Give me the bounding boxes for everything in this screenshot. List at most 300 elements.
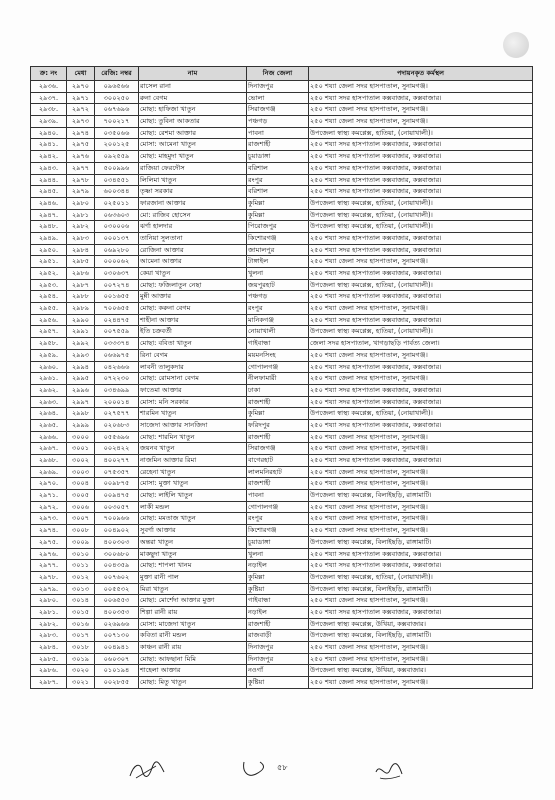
cell-reg-no: ০০৩০৫৭ [95, 501, 139, 513]
cell-workplace: উপজেলা স্বাস্থ্য কমপ্লেক্স, বিলাইছড়ি, রাঙ্গামাটি। [309, 630, 533, 642]
cell-name: শাহীনা আক্তার [139, 314, 247, 326]
cell-serial: ২৯৩৯. [31, 116, 67, 128]
cell-reg-no: ০০৭২৭৪ [95, 279, 139, 291]
cell-merit: ২৯৭৩ [67, 116, 95, 128]
cell-home-district: নওগাঁ [247, 665, 309, 677]
cell-home-district: ঢাকা [247, 384, 309, 396]
signature-middle [238, 756, 272, 782]
cell-reg-no: ৪০০৩০৩ [95, 536, 139, 548]
cell-serial: ২৯৮৪. [31, 642, 67, 654]
table-row [31, 326, 533, 338]
cell-merit: ৩০২১ [67, 677, 95, 689]
cell-reg-no: ৪০০৩৫৩ [95, 606, 139, 618]
cell-name: অন্তরা খাতুন [139, 536, 247, 548]
cell-workplace: ২৫০ শয্যা সদর হাসপাতাল কক্সবাজার, কক্সবাজার। [309, 384, 533, 396]
cell-serial: ২৯৮৬. [31, 665, 67, 677]
col-header-home-district: নিজ জেলা [247, 67, 309, 81]
cell-merit: ২৯৮৬ [67, 268, 95, 280]
cell-home-district: রাজবাড়ী [247, 630, 309, 642]
cell-merit: ৩০১৯ [67, 653, 95, 665]
table-row [31, 501, 533, 513]
cell-reg-no: ০০২৮৫৫ [95, 677, 139, 689]
cell-reg-no: ০২৭৫৭৭ [95, 408, 139, 420]
cell-workplace: উপজেলা স্বাস্থ্য কমপ্লেক্স, হাতিয়া, (নোয়াখালী)। [309, 221, 533, 233]
posting-table [30, 66, 533, 689]
cell-reg-no: ০০৭৬০২ [95, 571, 139, 583]
cell-merit: ২৯৮৭ [67, 279, 95, 291]
cell-reg-no: ০৯২৫৫৯ [95, 151, 139, 163]
cell-merit: ৩০১৩ [67, 583, 95, 595]
cell-name: মোছা: করুনা বেগম [139, 303, 247, 315]
table-row [31, 197, 533, 209]
cell-home-district: নোয়াখালী [247, 326, 309, 338]
cell-home-district: পিরোজপুর [247, 221, 309, 233]
cell-home-district: নড়াইল [247, 606, 309, 618]
cell-workplace: উপজেলা স্বাস্থ্য কমপ্লেক্স, উখিয়া, কক্সবাজার। [309, 618, 533, 630]
cell-name: মোছা: তুবিনা আকতার [139, 116, 247, 128]
cell-serial: ২৯৬৫. [31, 419, 67, 431]
cell-merit: ৩০০৭ [67, 513, 95, 525]
cell-serial: ২৯৪১. [31, 139, 67, 151]
table-row [31, 525, 533, 537]
cell-workplace: ২৫০ শয্যা জেলা সদর হাসপাতাল, সুনামগঞ্জ। [309, 513, 533, 525]
cell-workplace: ২৫০ শয্যা সদর হাসপাতাল কক্সবাজার, কক্সবাজার। [309, 419, 533, 431]
cell-home-district: খুলনা [247, 548, 309, 560]
cell-workplace: ২৫০ শয্যা জেলা সদর হাসপাতাল, সুনামগঞ্জ। [309, 443, 533, 455]
cell-reg-no: ০০৪৩৫৯ [95, 560, 139, 572]
cell-name: আমেনা আক্তার [139, 256, 247, 268]
cell-merit: ২৯৯৫ [67, 373, 95, 385]
cell-workplace: উপজেলা স্বাস্থ্য কমপ্লেক্স, হাতিয়া, (নোয়াখালী)। [309, 127, 533, 139]
cell-home-district: জামালপুর [247, 244, 309, 256]
cell-workplace: ২৫০ শয্যা সদর হাসপাতাল কক্সবাজার, কক্সবাজার। [309, 232, 533, 244]
cell-home-district: ভোলা [247, 92, 309, 104]
table-row [31, 209, 533, 221]
col-header-merit: মেধা [67, 67, 95, 81]
cell-merit: ৩০১৬ [67, 618, 95, 630]
cell-home-district: রংপুর [247, 303, 309, 315]
cell-workplace: ২৫০ শয্যা জেলা সদর হাসপাতাল, সুনামগঞ্জ। [309, 116, 533, 128]
cell-serial: ২৯৭৪. [31, 525, 67, 537]
cell-reg-no: ০৩০৬৩৭ [95, 268, 139, 280]
cell-reg-no: ২০০০১৪ [95, 396, 139, 408]
cell-reg-no: ০৪২৬৬৬ [95, 361, 139, 373]
cell-merit: ২৯৭৬ [67, 151, 95, 163]
cell-merit: ২৯৯৭ [67, 396, 95, 408]
cell-reg-no: ০০৯৪৭৫ [95, 490, 139, 502]
cell-name: মোছা: ববিতা খাতুন [139, 338, 247, 350]
cell-serial: ২৯৪৮. [31, 221, 67, 233]
cell-home-district: রাজশাহী [247, 139, 309, 151]
cell-name: রুনা বেগম [139, 92, 247, 104]
cell-serial: ২৯৫৫. [31, 303, 67, 315]
signature-left [126, 758, 168, 784]
cell-home-district: জয়পুরহাট [247, 279, 309, 291]
cell-home-district: কুষ্টিয়া [247, 583, 309, 595]
cell-serial: ২৯৭৮. [31, 571, 67, 583]
cell-workplace: ২৫০ শয্যা সদর হাসপাতাল কক্সবাজার, কক্সবাজার। [309, 455, 533, 467]
cell-merit: ২৯৯২ [67, 338, 95, 350]
cell-name: জয়নব খাতুন [139, 443, 247, 455]
cell-serial: ২৯৬৮. [31, 455, 67, 467]
cell-serial: ২৯৭৯. [31, 583, 67, 595]
cell-merit: ২৯৭৭ [67, 162, 95, 174]
cell-workplace: ২৫০ শয্যা জেলা সদর হাসপাতাল, সুনামগঞ্জ। [309, 653, 533, 665]
cell-merit: ৩০১০ [67, 548, 95, 560]
table-row [31, 303, 533, 315]
cell-reg-no: ০৬৭৬৯৬ [95, 104, 139, 116]
cell-workplace: ২৫০ শয্যা জেলা সদর হাসপাতাল, সুনামগঞ্জ। [309, 677, 533, 689]
cell-merit: ২৯৮৮ [67, 291, 95, 303]
signature-right [372, 758, 408, 784]
col-header-serial: ক্র: নং [31, 67, 67, 81]
cell-reg-no: ০০০১৩৭ [95, 232, 139, 244]
cell-workplace: উপজেলা স্বাস্থ্য কমপ্লেক্স, হাতিয়া, (নোয়াখালী)। [309, 197, 533, 209]
cell-workplace: ২৫০ শয্যা সদর হাসপাতাল কক্সবাজার, কক্সবাজার। [309, 396, 533, 408]
cell-serial: ২৯৪৫. [31, 186, 67, 198]
cell-reg-no: ০৩৪৫৫১ [95, 174, 139, 186]
cell-home-district: গাইবান্ধা [247, 595, 309, 607]
table-row [31, 443, 533, 455]
table-body [31, 81, 533, 689]
cell-reg-no: ০৭২২৩০ [95, 373, 139, 385]
cell-reg-no: ০৬৬৯৭৫ [95, 349, 139, 361]
cell-merit: ৩০০৬ [67, 501, 95, 513]
cell-name: শাহেলা আক্তার [139, 665, 247, 677]
cell-merit: ৩০০১ [67, 443, 95, 455]
cell-reg-no: ০৩৩৩৭৪ [95, 338, 139, 350]
cell-serial: ২৯৮৫. [31, 653, 67, 665]
table-row [31, 455, 533, 467]
cell-serial: ২৯৮৩. [31, 630, 67, 642]
cell-serial: ২৯৮২. [31, 618, 67, 630]
table-row [31, 618, 533, 630]
table-row [31, 513, 533, 525]
cell-workplace: ২৫০ শয্যা সদর হাসপাতাল কক্সবাজার, কক্সবাজার। [309, 244, 533, 256]
cell-workplace: উপজেলা স্বাস্থ্য কমপ্লেক্স, হাতিয়া, (নোয়াখালী)। [309, 279, 533, 291]
cell-name: মাকছুদা খাতুন [139, 548, 247, 560]
cell-reg-no: ০০৪৯৪১ [95, 642, 139, 654]
cell-workplace: ২৫০ শয্যা জেলা সদর হাসপাতাল, সুনামগঞ্জ। [309, 373, 533, 385]
cell-reg-no: ৫০০৯৯৬ [95, 162, 139, 174]
table-row [31, 384, 533, 396]
cell-name: মোছা: হাফিজা খাতুন [139, 104, 247, 116]
cell-workplace: ২৫০ শয্যা জেলা সদর হাসপাতাল, সুনামগঞ্জ। [309, 349, 533, 361]
col-header-reg-no: রেজি: নম্বর [95, 67, 139, 81]
cell-name: ফারজানা আক্তার [139, 197, 247, 209]
table-row [31, 653, 533, 665]
cell-name: সুবর্ণা আক্তার [139, 525, 247, 537]
cell-home-district: গাইবান্ধা [247, 338, 309, 350]
cell-merit: ২৯৭৪ [67, 127, 95, 139]
cell-workplace: ২৫০ শয্যা সদর হাসপাতাল কক্সবাজার, কক্সবাজার। [309, 151, 533, 163]
cell-home-district: বরিশাল [247, 186, 309, 198]
cell-name: লাকী মন্ডল [139, 501, 247, 513]
cell-serial: ২৯৪৩. [31, 162, 67, 174]
cell-home-district: রংপুর [247, 513, 309, 525]
cell-workplace: জেলা সদর হাসপাতাল, খাগড়াছড়ি পার্বত্য জেলা। [309, 338, 533, 350]
cell-merit: ৩০১২ [67, 571, 95, 583]
cell-workplace: ২৫০ শয্যা জেলা সদর হাসপাতাল, সুনামগঞ্জ। [309, 595, 533, 607]
cell-name: রাসেল রানা [139, 81, 247, 93]
cell-serial: ২৯৪৭. [31, 209, 67, 221]
table-row [31, 151, 533, 163]
table-row [31, 478, 533, 490]
cell-merit: ২৯৮৩ [67, 232, 95, 244]
cell-reg-no: ০৫৫৬৯৬ [95, 431, 139, 443]
cell-home-district: গোপালগঞ্জ [247, 501, 309, 513]
cell-name: মোছা: আফছানা মিমি [139, 653, 247, 665]
cell-serial: ২৯৪০. [31, 127, 67, 139]
cell-workplace: ২৫০ শয্যা সদর হাসপাতাল কক্সবাজার, কক্সবাজার। [309, 162, 533, 174]
table-row [31, 606, 533, 618]
cell-home-district: রাজশাহী [247, 431, 309, 443]
cell-serial: ২৯৫০. [31, 244, 67, 256]
cell-serial: ২৯৫৯. [31, 349, 67, 361]
cell-workplace: উপজেলা স্বাস্থ্য কমপ্লেক্স, বিলাইছড়ি, রাঙ্গামাটি। [309, 583, 533, 595]
cell-serial: ২৯৭৫. [31, 536, 67, 548]
cell-name: লাবনী তালুকদার [139, 361, 247, 373]
cell-workplace: ২৫০ শয্যা সদর হাসপাতাল কক্সবাজার, কক্সবাজার। [309, 291, 533, 303]
cell-reg-no: ০২০৬৮৩ [95, 419, 139, 431]
cell-workplace: ২৫০ শয্যা সদর হাসপাতাল কক্সবাজার, কক্সবাজার। [309, 92, 533, 104]
cell-workplace: ২৫০ শয্যা সদর হাসপাতাল কক্সবাজার, কক্সবাজার। [309, 186, 533, 198]
cell-name: মোছা: মাহমুদা খাতুন [139, 151, 247, 163]
cell-merit: ২৯৯১ [67, 326, 95, 338]
cell-workplace: ২৫০ শয্যা জেলা সদর হাসপাতাল, সুনামগঞ্জ। [309, 256, 533, 268]
cell-serial: ২৯৫৮. [31, 338, 67, 350]
table-row [31, 186, 533, 198]
cell-name: নাজমিন আক্তার রিমা [139, 455, 247, 467]
cell-home-district: দিনাজপুর [247, 81, 309, 93]
cell-merit: ২৯৯০ [67, 314, 95, 326]
cell-merit: ২৯৯৬ [67, 384, 95, 396]
table-row [31, 174, 533, 186]
cell-name: মোছা: মিতু খাতুন [139, 677, 247, 689]
cell-home-district: সিরাজগঞ্জ [247, 104, 309, 116]
cell-serial: ২৯৭১. [31, 490, 67, 502]
cell-reg-no: ৩০০৬৮০ [95, 548, 139, 560]
cell-name: মুন্নী আক্তার [139, 291, 247, 303]
cell-name: শারমিন খাতুন [139, 408, 247, 420]
table-row [31, 338, 533, 350]
cell-home-district: কিশোরগঞ্জ [247, 232, 309, 244]
cell-serial: ২৯৫৭. [31, 326, 67, 338]
cell-merit: ৩০০৪ [67, 478, 95, 490]
cell-workplace: ২৫০ শয্যা জেলা সদর হাসপাতাল, সুনামগঞ্জ। [309, 501, 533, 513]
cell-merit: ৩০০৯ [67, 536, 95, 548]
cell-serial: ২৯৬০. [31, 361, 67, 373]
col-header-name: নাম [139, 67, 247, 81]
cell-home-district: রংপুর [247, 174, 309, 186]
cell-workplace: ২৫০ শয্যা জেলা সদর হাসপাতাল, সুনামগঞ্জ। [309, 525, 533, 537]
cell-reg-no: ০৯৬৫৬৬ [95, 81, 139, 93]
table-row [31, 314, 533, 326]
cell-workplace: ২৫০ শয্যা জেলা সদর হাসপাতাল, সুনামগঞ্জ। [309, 431, 533, 443]
cell-reg-no: ০৭৫৩৫৭ [95, 466, 139, 478]
cell-merit: ২৯৯৩ [67, 349, 95, 361]
cell-serial: ২৯৭৬. [31, 548, 67, 560]
cell-name: মোছা: রোমসানা বেগম [139, 373, 247, 385]
cell-serial: ২৯৩৮. [31, 104, 67, 116]
cell-name: মোসা: মনি সরকার [139, 396, 247, 408]
cell-merit: ২৯৮১ [67, 209, 95, 221]
cell-reg-no: ০০১৬৫৫ [95, 291, 139, 303]
cell-name: রেহেনা খাতুন [139, 466, 247, 478]
table-row [31, 139, 533, 151]
cell-workplace: ২৫০ শয্যা জেলা সদর হাসপাতাল, সুনামগঞ্জ। [309, 81, 533, 93]
table-row [31, 548, 533, 560]
table-header-row [31, 67, 533, 81]
cell-name: রাজিয়া ফেরদৌস [139, 162, 247, 174]
table-row [31, 466, 533, 478]
cell-serial: ২৯৭৭. [31, 560, 67, 572]
table-row [31, 244, 533, 256]
table-row [31, 221, 533, 233]
table-row [31, 677, 533, 689]
table-row [31, 291, 533, 303]
cell-merit: ২৯৮৪ [67, 244, 95, 256]
cell-name: শিল্পা রানী রায় [139, 606, 247, 618]
cell-reg-no: ০৬৩৬০৩ [95, 209, 139, 221]
table-row [31, 431, 533, 443]
cell-workplace: উপজেলা স্বাস্থ্য কমপ্লেক্স, হাতিয়া, (নোয়াখালী)। [309, 408, 533, 420]
cell-name: মুক্তা রানী পাল [139, 571, 247, 583]
punch-hole [503, 32, 529, 58]
cell-reg-no: ৬০০৩৪৪ [95, 186, 139, 198]
cell-serial: ২৯৬৯. [31, 466, 67, 478]
cell-serial: ২৯৮৭. [31, 677, 67, 689]
cell-home-district: বাগেরহাট [247, 455, 309, 467]
cell-reg-no: ০৩০০০৬ [95, 221, 139, 233]
cell-workplace: ২৫০ শয্যা জেলা সদর হাসপাতাল, সুনামগঞ্জ। [309, 478, 533, 490]
cell-merit: ২৯৯৯ [67, 419, 95, 431]
cell-home-district: নীলফামারী [247, 373, 309, 385]
cell-merit: ২৯৭৮ [67, 174, 95, 186]
cell-home-district: রাজশাহী [247, 618, 309, 630]
cell-merit: ৩০১৭ [67, 630, 95, 642]
cell-merit: ২৯৭১ [67, 92, 95, 104]
cell-serial: ২৯৭০. [31, 478, 67, 490]
cell-home-district: ময়মনসিংহ [247, 349, 309, 361]
cell-workplace: ২৫০ শয্যা সদর হাসপাতাল কক্সবাজার, কক্সবাজার। [309, 268, 533, 280]
cell-home-district: কুমিল্লা [247, 408, 309, 420]
cell-workplace: উপজেলা স্বাস্থ্য কমপ্লেক্স, উখিয়া, কক্সবাজার। [309, 665, 533, 677]
cell-home-district: পাবনা [247, 490, 309, 502]
cell-merit: ২৯৭৫ [67, 139, 95, 151]
cell-workplace: ২৫০ শয্যা সদর হাসপাতাল কক্সবাজার, কক্সবাজার। [309, 606, 533, 618]
cell-merit: ৩০০০ [67, 431, 95, 443]
table-row [31, 349, 533, 361]
cell-serial: ২৯৭৩. [31, 513, 67, 525]
cell-workplace: ২৫০ শয্যা সদর হাসপাতাল কক্সবাজার, কক্সবাজার। [309, 560, 533, 572]
cell-workplace: ২৫০ শয্যা জেলা সদর হাসপাতাল, সুনামগঞ্জ। [309, 303, 533, 315]
cell-merit: ২৯৭২ [67, 104, 95, 116]
cell-merit: ২৯৮৫ [67, 256, 95, 268]
table-row [31, 127, 533, 139]
cell-name: ফাতেমা আক্তার [139, 384, 247, 396]
cell-home-district: রাজশাহী [247, 396, 309, 408]
cell-workplace: ২৫০ শয্যা সদর হাসপাতাল কক্সবাজার, কক্সবাজার। [309, 139, 533, 151]
cell-serial: ২৯৪৯. [31, 232, 67, 244]
table-row [31, 408, 533, 420]
cell-name: মিরা খাতুন [139, 583, 247, 595]
cell-name: মোছা: শারমিন খাতুন [139, 431, 247, 443]
cell-workplace: উপজেলা স্বাস্থ্য কমপ্লেক্স, বিলাইছড়ি, রাঙ্গামাটি। [309, 536, 533, 548]
cell-name: মোছা: রেশমা আক্তার [139, 127, 247, 139]
table-row [31, 595, 533, 607]
cell-name: মোছা: মোর্শেদা আক্তার মুক্তা [139, 595, 247, 607]
cell-home-district: লালমনিরহাট [247, 466, 309, 478]
cell-reg-no: ০৩৪৬৯৯ [95, 384, 139, 396]
cell-home-district: ফরিদপুর [247, 419, 309, 431]
cell-serial: ২৯৮১. [31, 606, 67, 618]
cell-home-district: গোপালগঞ্জ [247, 361, 309, 373]
cell-home-district: বরিশাল [247, 162, 309, 174]
cell-name: তৃষ্ণা সরকার [139, 186, 247, 198]
cell-reg-no: ০০২৪২২ [95, 443, 139, 455]
cell-reg-no: ০০৭৫৫৯ [95, 326, 139, 338]
cell-merit: ২৯৭৯ [67, 186, 95, 198]
cell-merit: ২৯৯৮ [67, 408, 95, 420]
cell-serial: ২৯৮০. [31, 595, 67, 607]
cell-name: মো: রাজিব হোসেন [139, 209, 247, 221]
cell-merit: ৩০০২ [67, 455, 95, 467]
cell-serial: ২৯৩৬. [31, 81, 67, 93]
table-row [31, 490, 533, 502]
cell-reg-no: ৭০০২১৭ [95, 116, 139, 128]
cell-home-district: দিনাজপুর [247, 642, 309, 654]
cell-merit: ৩০১৮ [67, 642, 95, 654]
table-row [31, 256, 533, 268]
cell-reg-no: ০২৫০১১ [95, 197, 139, 209]
cell-name: মোছা: লাইলি খাতুন [139, 490, 247, 502]
cell-workplace: ২৫০ শয্যা সদর হাসপাতাল কক্সবাজার, কক্সবাজার। [309, 314, 533, 326]
cell-serial: ২৯৫১. [31, 256, 67, 268]
cell-reg-no: ০০৯৮৭৫ [95, 478, 139, 490]
table-row [31, 583, 533, 595]
cell-name: লিলিমা খাতুন [139, 174, 247, 186]
cell-workplace: ২৫০ শয্যা জেলা সদর হাসপাতাল, সুনামগঞ্জ। [309, 104, 533, 116]
cell-workplace: ২৫০ শয্যা জেলা সদর হাসপাতাল, সুনামগঞ্জ। [309, 466, 533, 478]
cell-merit: ২৯৮০ [67, 197, 95, 209]
cell-merit: ২৯৮৯ [67, 303, 95, 315]
cell-home-district: মানিকগঞ্জ [247, 314, 309, 326]
cell-serial: ২৯৩৭. [31, 92, 67, 104]
table-row [31, 536, 533, 548]
cell-home-district: পাবনা [247, 127, 309, 139]
cell-name: মোসা: আমেনা খাতুন [139, 139, 247, 151]
cell-serial: ২৯৫২. [31, 268, 67, 280]
cell-home-district: কুমিল্লা [247, 571, 309, 583]
cell-merit: ২৯৯৪ [67, 361, 95, 373]
cell-merit: ৩০০৩ [67, 466, 95, 478]
cell-reg-no: ০০৫৫৩২ [95, 583, 139, 595]
cell-name: কেয়া খাতুন [139, 268, 247, 280]
cell-serial: ২৯৫৪. [31, 291, 67, 303]
cell-name: মোছা: ফজিলাতুন নেছা [139, 279, 247, 291]
cell-home-district: কিশোরগঞ্জ [247, 525, 309, 537]
cell-reg-no: ৭০০৬৫৫ [95, 303, 139, 315]
cell-reg-no: ৭০০৯৬৬ [95, 513, 139, 525]
cell-reg-no: ০৩৫০৬৬ [95, 127, 139, 139]
cell-name: রিনা বেগম [139, 349, 247, 361]
table-row [31, 279, 533, 291]
cell-home-district: কুমিল্লা [247, 209, 309, 221]
cell-serial: ২৯৪৬. [31, 197, 67, 209]
cell-name: মোছা: শাপলা খানম [139, 560, 247, 572]
cell-merit: ৩০২০ [67, 665, 95, 677]
